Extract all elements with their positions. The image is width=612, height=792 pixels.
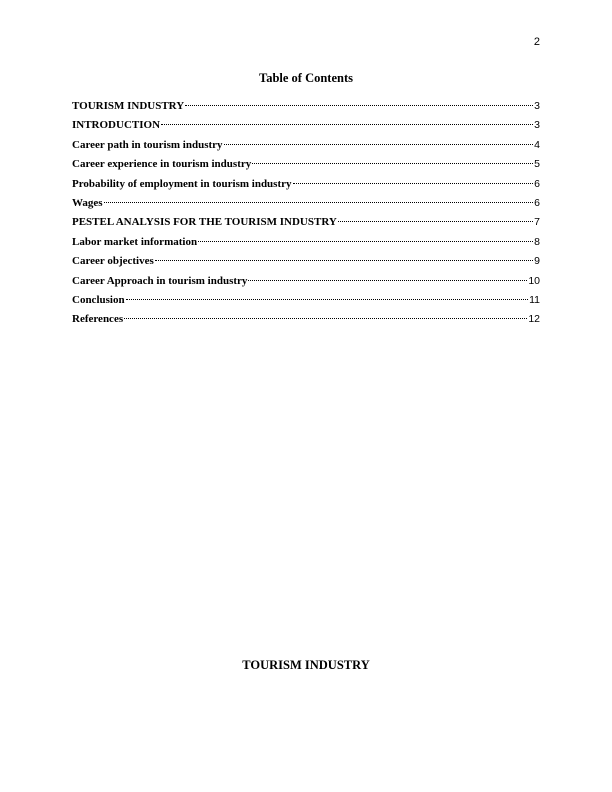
- toc-entry-label: Career path in tourism industry: [72, 138, 223, 151]
- toc-entry-wages[interactable]: [72, 196, 540, 215]
- toc-entry-tourism-industry[interactable]: [72, 99, 540, 118]
- toc-entry-page: 5: [534, 158, 540, 171]
- toc-entry-career-experience[interactable]: [72, 157, 540, 176]
- toc-entry-career-approach[interactable]: [72, 274, 540, 293]
- toc-entry-references[interactable]: [72, 312, 540, 331]
- toc-entry-probability-of-employment[interactable]: [72, 177, 540, 196]
- toc-entry-pestel-analysis[interactable]: [72, 215, 540, 234]
- dot-leader: [126, 299, 529, 300]
- dot-leader: [185, 105, 533, 106]
- toc-entry-career-objectives[interactable]: [72, 254, 540, 273]
- table-of-contents: [72, 99, 540, 332]
- toc-entry-label: Wages: [72, 196, 103, 209]
- toc-entry-label: Conclusion: [72, 293, 125, 306]
- toc-entry-page: 10: [528, 274, 540, 287]
- dot-leader: [124, 318, 527, 319]
- dot-leader: [161, 124, 533, 125]
- toc-entry-page: 4: [534, 138, 540, 151]
- toc-entry-page: 12: [528, 313, 540, 326]
- dot-leader: [252, 163, 533, 164]
- dot-leader: [338, 221, 533, 222]
- dot-leader: [155, 260, 533, 261]
- toc-entry-labor-market-information[interactable]: [72, 235, 540, 254]
- dot-leader: [198, 241, 533, 242]
- dot-leader: [224, 144, 534, 145]
- toc-entry-page: 6: [534, 177, 540, 190]
- toc-entry-page: 7: [534, 216, 540, 229]
- toc-entry-label: Career Approach in tourism industry: [72, 274, 248, 287]
- toc-entry-page: 11: [529, 293, 540, 306]
- toc-entry-label: PESTEL ANALYSIS FOR THE TOURISM INDUSTRY: [72, 216, 337, 229]
- toc-entry-label: References: [72, 313, 124, 326]
- dot-leader: [293, 183, 534, 184]
- toc-entry-page: 6: [534, 196, 540, 209]
- toc-entry-label: TOURISM INDUSTRY: [72, 100, 185, 112]
- toc-entry-page: 9: [534, 255, 540, 268]
- toc-entry-label: Career experience in tourism industry: [72, 158, 252, 171]
- toc-entry-introduction[interactable]: [72, 118, 540, 137]
- toc-entry-page: 3: [534, 100, 540, 112]
- toc-entry-career-path[interactable]: [72, 138, 540, 157]
- toc-entry-page: 3: [534, 119, 540, 132]
- toc-entry-label: Career objectives: [72, 255, 154, 268]
- toc-entry-label: Probability of employment in tourism industry: [72, 177, 292, 190]
- toc-title: Table of Contents: [259, 71, 353, 85]
- section-heading: TOURISM INDUSTRY: [242, 658, 370, 672]
- toc-entry-conclusion[interactable]: [72, 293, 540, 312]
- page-number: 2: [533, 36, 540, 48]
- dot-leader: [248, 280, 527, 281]
- toc-entry-label: Labor market information: [72, 235, 198, 248]
- toc-entry-page: 8: [534, 235, 540, 248]
- dot-leader: [104, 202, 534, 203]
- toc-entry-label: INTRODUCTION: [72, 119, 161, 132]
